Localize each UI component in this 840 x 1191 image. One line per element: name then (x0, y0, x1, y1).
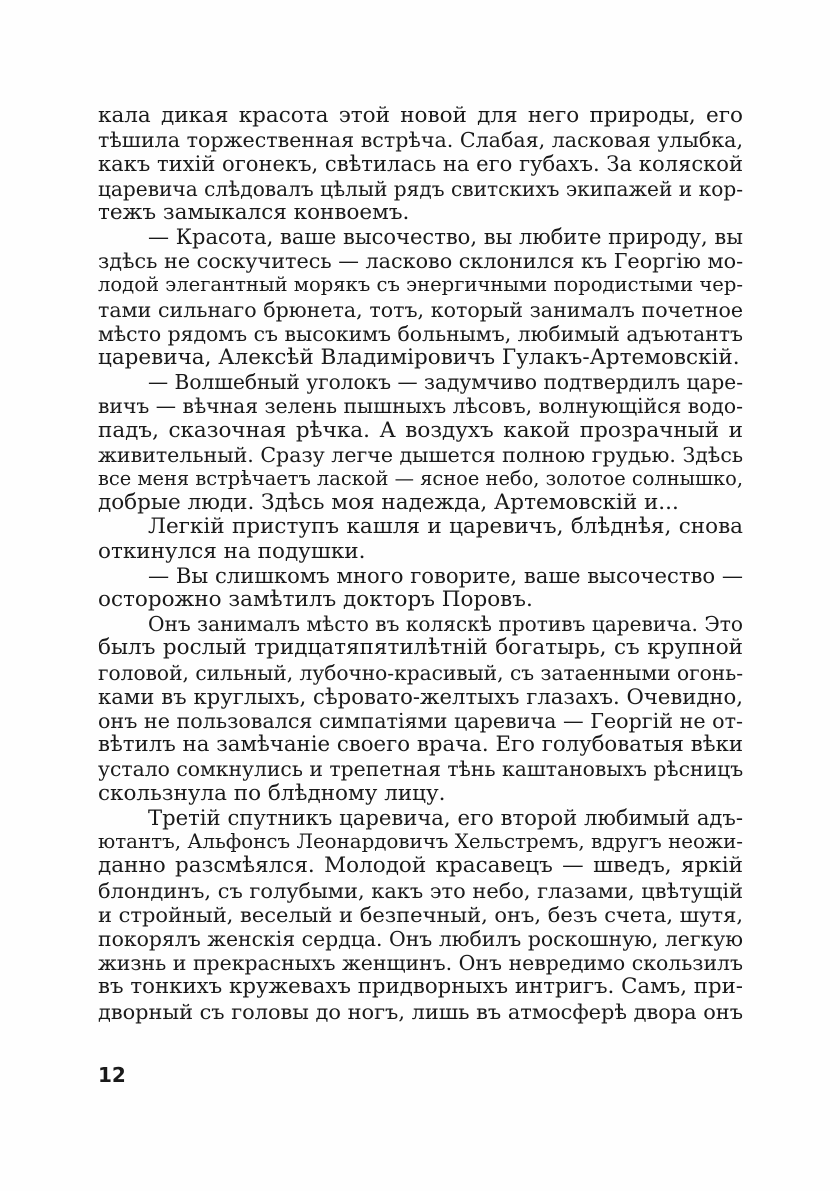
text-line: здѣсь не соскучитесь — ласково склонился къ Георгію мо- (98, 249, 744, 274)
body-text (98, 104, 743, 1024)
text-line: былъ рослый тридцатяпятилѣтній богатырь, съ крупной (98, 635, 743, 661)
text-line: Третій спутникъ царевича, его второй любимый адъ- (148, 804, 743, 830)
text-line: дворный съ головы до ногъ, лишь въ атмосферѣ двора онъ (98, 999, 743, 1024)
text-line: — Волшебный уголокъ — задумчиво подтвердилъ царе- (148, 370, 743, 395)
text-line: тежъ замыкался конвоемъ. (98, 199, 410, 225)
text-line: Онъ занималъ мѣсто въ коляскѣ противъ царевича. Это (148, 612, 743, 637)
paragraph-4 (98, 515, 743, 563)
text-line: откинулся на подушки. (98, 538, 366, 564)
text-line: какъ тихій огонекъ, свѣтилась на его губахъ. За коляской (98, 151, 743, 177)
text-line: тами сильнаго брюнета, тотъ, который занималъ почетное (98, 297, 743, 322)
text-line: падъ, сказочная рѣчка. А воздухъ какой прозрачный и (98, 417, 743, 443)
text-line: царевича, Алексѣй Владиміровичъ Гулакъ-Артемовскій. (98, 345, 740, 371)
page-number: 12 (98, 1063, 126, 1087)
text-line: ютантъ, Альфонсъ Леонардовичъ Хельстремъ, вдругъ неожи- (98, 830, 743, 854)
text-line: царевича слѣдовалъ цѣлый рядъ свитскихъ экипажей и кор- (98, 176, 743, 201)
text-line: Легкій приступъ кашля и царевичъ, блѣднѣя, снова (148, 514, 743, 540)
paragraph-1 (98, 104, 743, 225)
text-line: вичъ — вѣчная зелень пышныхъ лѣсовъ, волнующійся водо- (98, 394, 743, 419)
text-line: и стройный, веселый и безпечный, онъ, безъ счета, шутя, (98, 902, 743, 927)
paragraph-2 (98, 225, 743, 370)
paragraph-5 (98, 564, 743, 612)
text-line: осторожно замѣтилъ докторъ Поровъ. (98, 587, 533, 613)
text-line: тѣшила торжественная встрѣча. Слабая, ласковая улыбка, (98, 128, 743, 153)
text-line: ками въ круглыхъ, сѣровато-желтыхъ глазахъ. Очевидно, (98, 683, 743, 709)
text-line: живительный. Сразу легче дышется полною грудью. Здѣсь (98, 442, 743, 467)
paragraph-6 (98, 612, 743, 806)
text-line: покорялъ женскія сердца. Онъ любилъ роскошную, легкую (98, 926, 743, 951)
text-line: блондинъ, съ голубыми, какъ это небо, глазами, цвѣтущій (98, 878, 743, 903)
paragraph-7 (98, 806, 743, 1024)
text-line: — Красота, ваше высочество, вы любите природу, вы (148, 224, 743, 250)
text-line: жизнь и прекрасныхъ женщинъ. Онъ невредимо скользилъ (98, 951, 743, 976)
text-line: мѣсто рядомъ съ высокимъ больнымъ, любимый адъютантъ (98, 321, 743, 346)
text-line: — Вы слишкомъ много говорите, ваше высочество — (148, 562, 743, 588)
text-line: лодой элегантный морякъ съ энергичными породистыми чер- (98, 273, 743, 297)
text-line: скользнула по блѣдному лицу. (98, 780, 446, 806)
text-line: вѣтилъ на замѣчаніе своего врача. Его голубоватыя вѣки (98, 732, 743, 758)
text-line: данно разсмѣялся. Молодой красавецъ — шведъ, яркій (98, 853, 743, 879)
text-line: все меня встрѣчаетъ лаской — ясное небо, золотое солнышко, (98, 467, 743, 491)
text-line: устало сомкнулись и трепетная тѣнь каштановыхъ рѣсницъ (98, 757, 744, 782)
text-line: головой, сильный, лубочно-красивый, съ затаенными огонь- (98, 660, 743, 685)
text-line: онъ не пользовался симпатіями царевича — Георгій не от- (98, 709, 743, 734)
text-line: добрые люди. Здѣсь моя надежда, Артемовскій и... (98, 490, 679, 516)
text-line: въ тонкихъ кружевахъ придворныхъ интригъ. Самъ, при- (98, 974, 743, 1000)
paragraph-3 (98, 370, 743, 515)
text-line: кала дикая красота этой новой для него природы, его (98, 103, 743, 128)
